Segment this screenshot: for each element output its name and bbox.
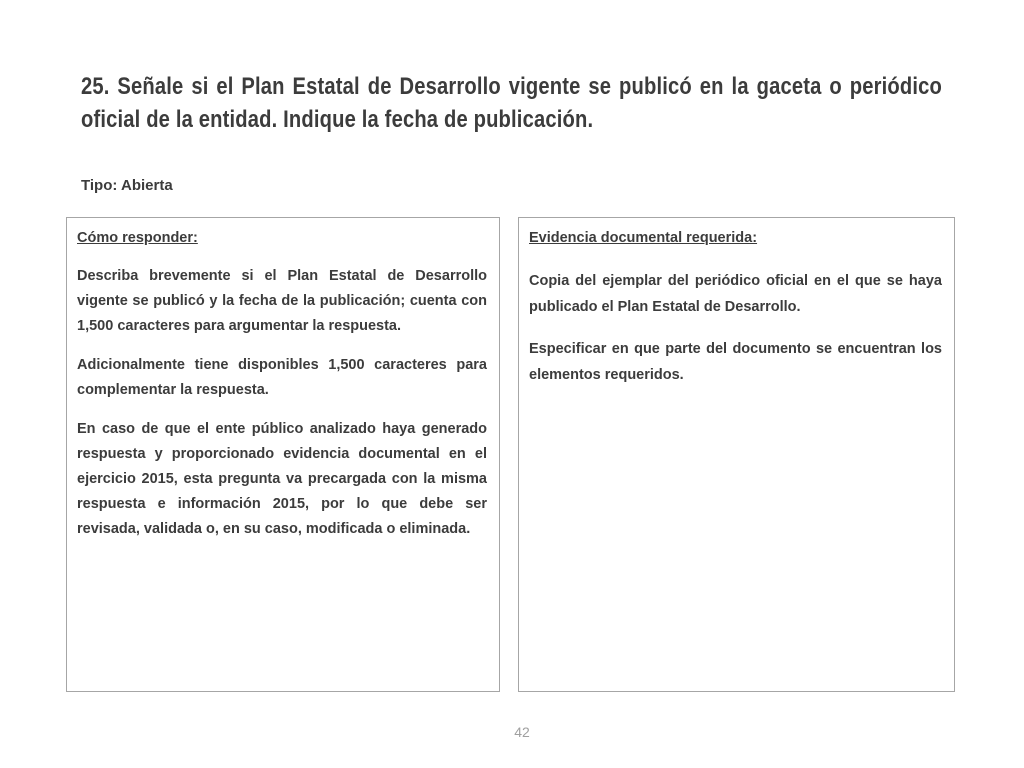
required-evidence-paragraph: Especificar en que parte del documento se encuentran los elementos requeridos.	[529, 341, 942, 383]
page-number: 42	[514, 724, 530, 740]
how-to-answer-paragraph: Adicionalmente tiene disponibles 1,500 caracteres para complementar la respuesta.	[77, 357, 487, 398]
how-to-answer-paragraph: En caso de que el ente público analizado haya generado respuesta y proporcionado evidencia documental en el ejercicio 2015, esta pregunta va precargada con la misma respuesta e información 2015, por lo que debe ser revisada, validada o, en su caso, modificada o eliminada.	[77, 421, 487, 537]
question-type: Tipo: Abierta	[81, 177, 173, 194]
how-to-answer-paragraph: Describa brevemente si el Plan Estatal de Desarrollo vigente se publicó y la fecha de la publicación; cuenta con 1,500 caracteres para argumentar la respuesta.	[77, 268, 487, 334]
required-evidence-box	[518, 217, 955, 692]
required-evidence-paragraph: Copia del ejemplar del periódico oficial en el que se haya publicado el Plan Estatal de Desarrollo.	[529, 273, 942, 315]
how-to-answer-box	[66, 217, 500, 692]
required-evidence-heading: Evidencia documental requerida:	[529, 230, 758, 246]
question-title: 25. Señale si el Plan Estatal de Desarrollo vigente se publicó en la gaceta o periódico oficial de la entidad. Indique la fecha de publicación.	[81, 73, 942, 133]
how-to-answer-heading: Cómo responder:	[77, 230, 198, 246]
